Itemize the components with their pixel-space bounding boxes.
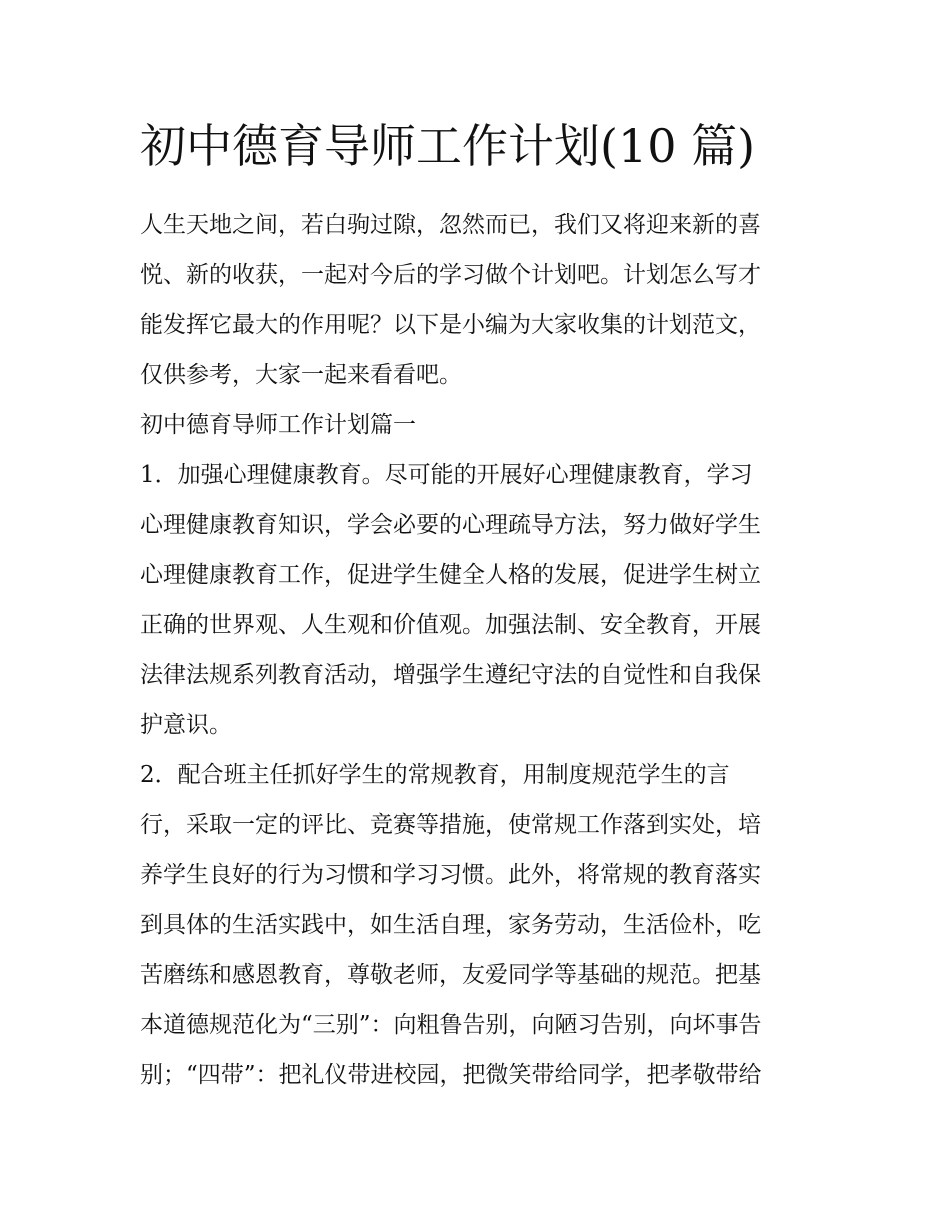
paragraph-line: 2．配合班主任抓好学生的常规教育，用制度规范学生的言 [140, 762, 730, 788]
paragraph-line: 能发挥它最大的作用呢？以下是小编为大家收集的计划范文， [140, 312, 761, 338]
paragraph-line: 悦、新的收获，一起对今后的学习做个计划吧。计划怎么写才 [140, 262, 761, 288]
paragraph-line: 到具体的生活实践中，如生活自理，家务劳动，生活俭朴，吃 [140, 912, 761, 938]
paragraph-line: 苦磨练和感恩教育，尊敬老师，友爱同学等基础的规范。把基 [140, 962, 761, 988]
paragraph-line: 1．加强心理健康教育。尽可能的开展好心理健康教育，学习 [140, 462, 753, 488]
paragraph-line: 法律法规系列教育活动，增强学生遵纪守法的自觉性和自我保 [140, 662, 761, 688]
paragraph-line: 别；“四带”：把礼仪带进校园，把微笑带给同学，把孝敬带给 [140, 1062, 762, 1088]
paragraph-line: 心理健康教育工作，促进学生健全人格的发展，促进学生树立 [140, 562, 761, 588]
paragraph-line: 仅供参考，大家一起来看看吧。 [140, 362, 462, 388]
paragraph-line: 人生天地之间，若白驹过隙，忽然而已，我们又将迎来新的喜 [140, 212, 761, 238]
paragraph-line: 正确的世界观、人生观和价值观。加强法制、安全教育，开展 [140, 612, 761, 638]
paragraph-line: 本道德规范化为“三别”：向粗鲁告别，向陋习告别，向坏事告 [140, 1012, 762, 1038]
paragraph-line: 护意识。 [140, 712, 232, 738]
paragraph-line: 心理健康教育知识，学会必要的心理疏导方法，努力做好学生 [140, 512, 761, 538]
paragraph-line: 养学生良好的行为习惯和学习习惯。此外，将常规的教育落实 [140, 862, 761, 888]
section-heading: 初中德育导师工作计划篇一 [140, 412, 416, 438]
paragraph-line: 行，采取一定的评比、竞赛等措施，使常规工作落到实处，培 [140, 812, 761, 838]
document-title: 初中德育导师工作计划(10 篇) [140, 119, 756, 173]
